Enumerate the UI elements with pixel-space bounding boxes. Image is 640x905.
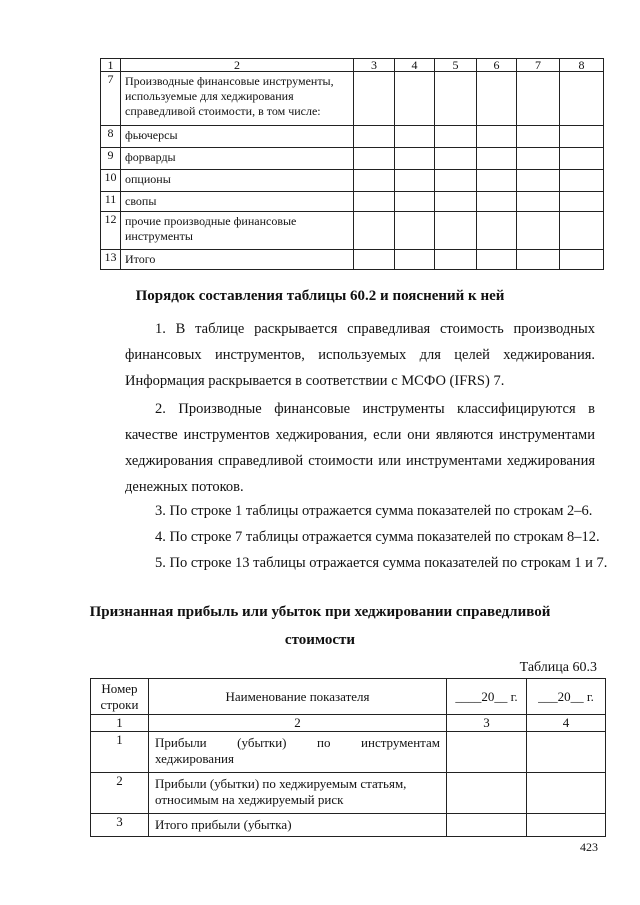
row-number: 9 xyxy=(101,148,121,170)
row-number: 13 xyxy=(101,250,121,270)
table-row xyxy=(101,212,604,250)
row-name: Прибыли (убытки) по хеджируемым статьям, относимым на хеджируемый риск xyxy=(149,773,447,814)
row-name: Итого xyxy=(121,250,354,270)
table-row xyxy=(101,192,604,212)
index-cell: 3 xyxy=(447,715,527,732)
row-number: 3 xyxy=(91,814,149,837)
table-row xyxy=(101,148,604,170)
header-cell: 7 xyxy=(517,59,560,72)
index-cell: 4 xyxy=(527,715,606,732)
fair-value-derivatives-table xyxy=(100,58,604,270)
row-name: Прибыли (убытки) по инструментам хеджирования xyxy=(149,732,447,773)
section-heading: Порядок составления таблицы 60.2 и пояснений к ней xyxy=(135,288,505,304)
row-name: свопы xyxy=(121,192,354,212)
row-name: прочие производные финансовые инструменты xyxy=(121,212,354,250)
row-name: опционы xyxy=(121,170,354,192)
index-cell: 1 xyxy=(91,715,149,732)
row-name: фьючерсы xyxy=(121,126,354,148)
index-cell: 2 xyxy=(149,715,447,732)
row-number: 11 xyxy=(101,192,121,212)
header-cell-name: Наименование показателя xyxy=(149,679,447,715)
table-row xyxy=(101,72,604,126)
header-cell: 6 xyxy=(477,59,517,72)
table-row xyxy=(91,814,606,837)
paragraph-4: 4. По строке 7 таблицы отражается сумма показателей по строкам 8–12. xyxy=(155,529,600,545)
table-header-row xyxy=(91,679,606,715)
page-number: 423 xyxy=(580,840,598,854)
hedging-profit-loss-table xyxy=(90,678,606,837)
table-row xyxy=(101,170,604,192)
paragraph-5: 5. По строке 13 таблицы отражается сумма показателей по строкам 1 и 7. xyxy=(155,555,608,571)
table-row xyxy=(101,250,604,270)
header-cell-year: ____20__ г. xyxy=(447,679,527,715)
table-index-row xyxy=(91,715,606,732)
header-cell: 5 xyxy=(435,59,477,72)
header-cell: 2 xyxy=(121,59,354,72)
row-name: Производные финансовые инструменты, используемые для хеджирования справедливой стоимости, в том числе: xyxy=(121,72,354,126)
row-number: 8 xyxy=(101,126,121,148)
row-number: 10 xyxy=(101,170,121,192)
section-heading: Признанная прибыль или убыток при хеджировании справедливой xyxy=(89,604,551,620)
section-heading-cont: стоимости xyxy=(284,632,356,648)
row-number: 1 xyxy=(91,732,149,773)
row-number: 12 xyxy=(101,212,121,250)
table-row xyxy=(91,773,606,814)
paragraph-2: 2. Производные финансовые инструменты классифицируются в качестве инструментов хеджирования, если они являются инструментами хеджирования справедливой стоимости или инструментами хеджирования денежных потоков. xyxy=(125,401,595,495)
paragraph-3: 3. По строке 1 таблицы отражается сумма показателей по строкам 2–6. xyxy=(155,503,593,519)
paragraph-1: 1. В таблице раскрывается справедливая стоимость производных финансовых инструментов, используемых для целей хеджирования. Информация раскрывается в соответствии с МСФО (IFRS) 7. xyxy=(125,321,595,389)
header-cell: 8 xyxy=(560,59,604,72)
row-number: 7 xyxy=(101,72,121,126)
header-cell-year: ___20__ г. xyxy=(527,679,606,715)
header-cell: 4 xyxy=(395,59,435,72)
table-row xyxy=(101,126,604,148)
header-cell: 3 xyxy=(354,59,395,72)
header-cell-number: Номер строки xyxy=(91,679,149,715)
row-name: Итого прибыли (убытка) xyxy=(149,814,447,837)
row-name: форварды xyxy=(121,148,354,170)
table-row xyxy=(91,732,606,773)
table-header-row xyxy=(101,59,604,72)
row-number: 2 xyxy=(91,773,149,814)
header-cell: 1 xyxy=(101,59,121,72)
table-caption: Таблица 60.3 xyxy=(519,660,597,675)
